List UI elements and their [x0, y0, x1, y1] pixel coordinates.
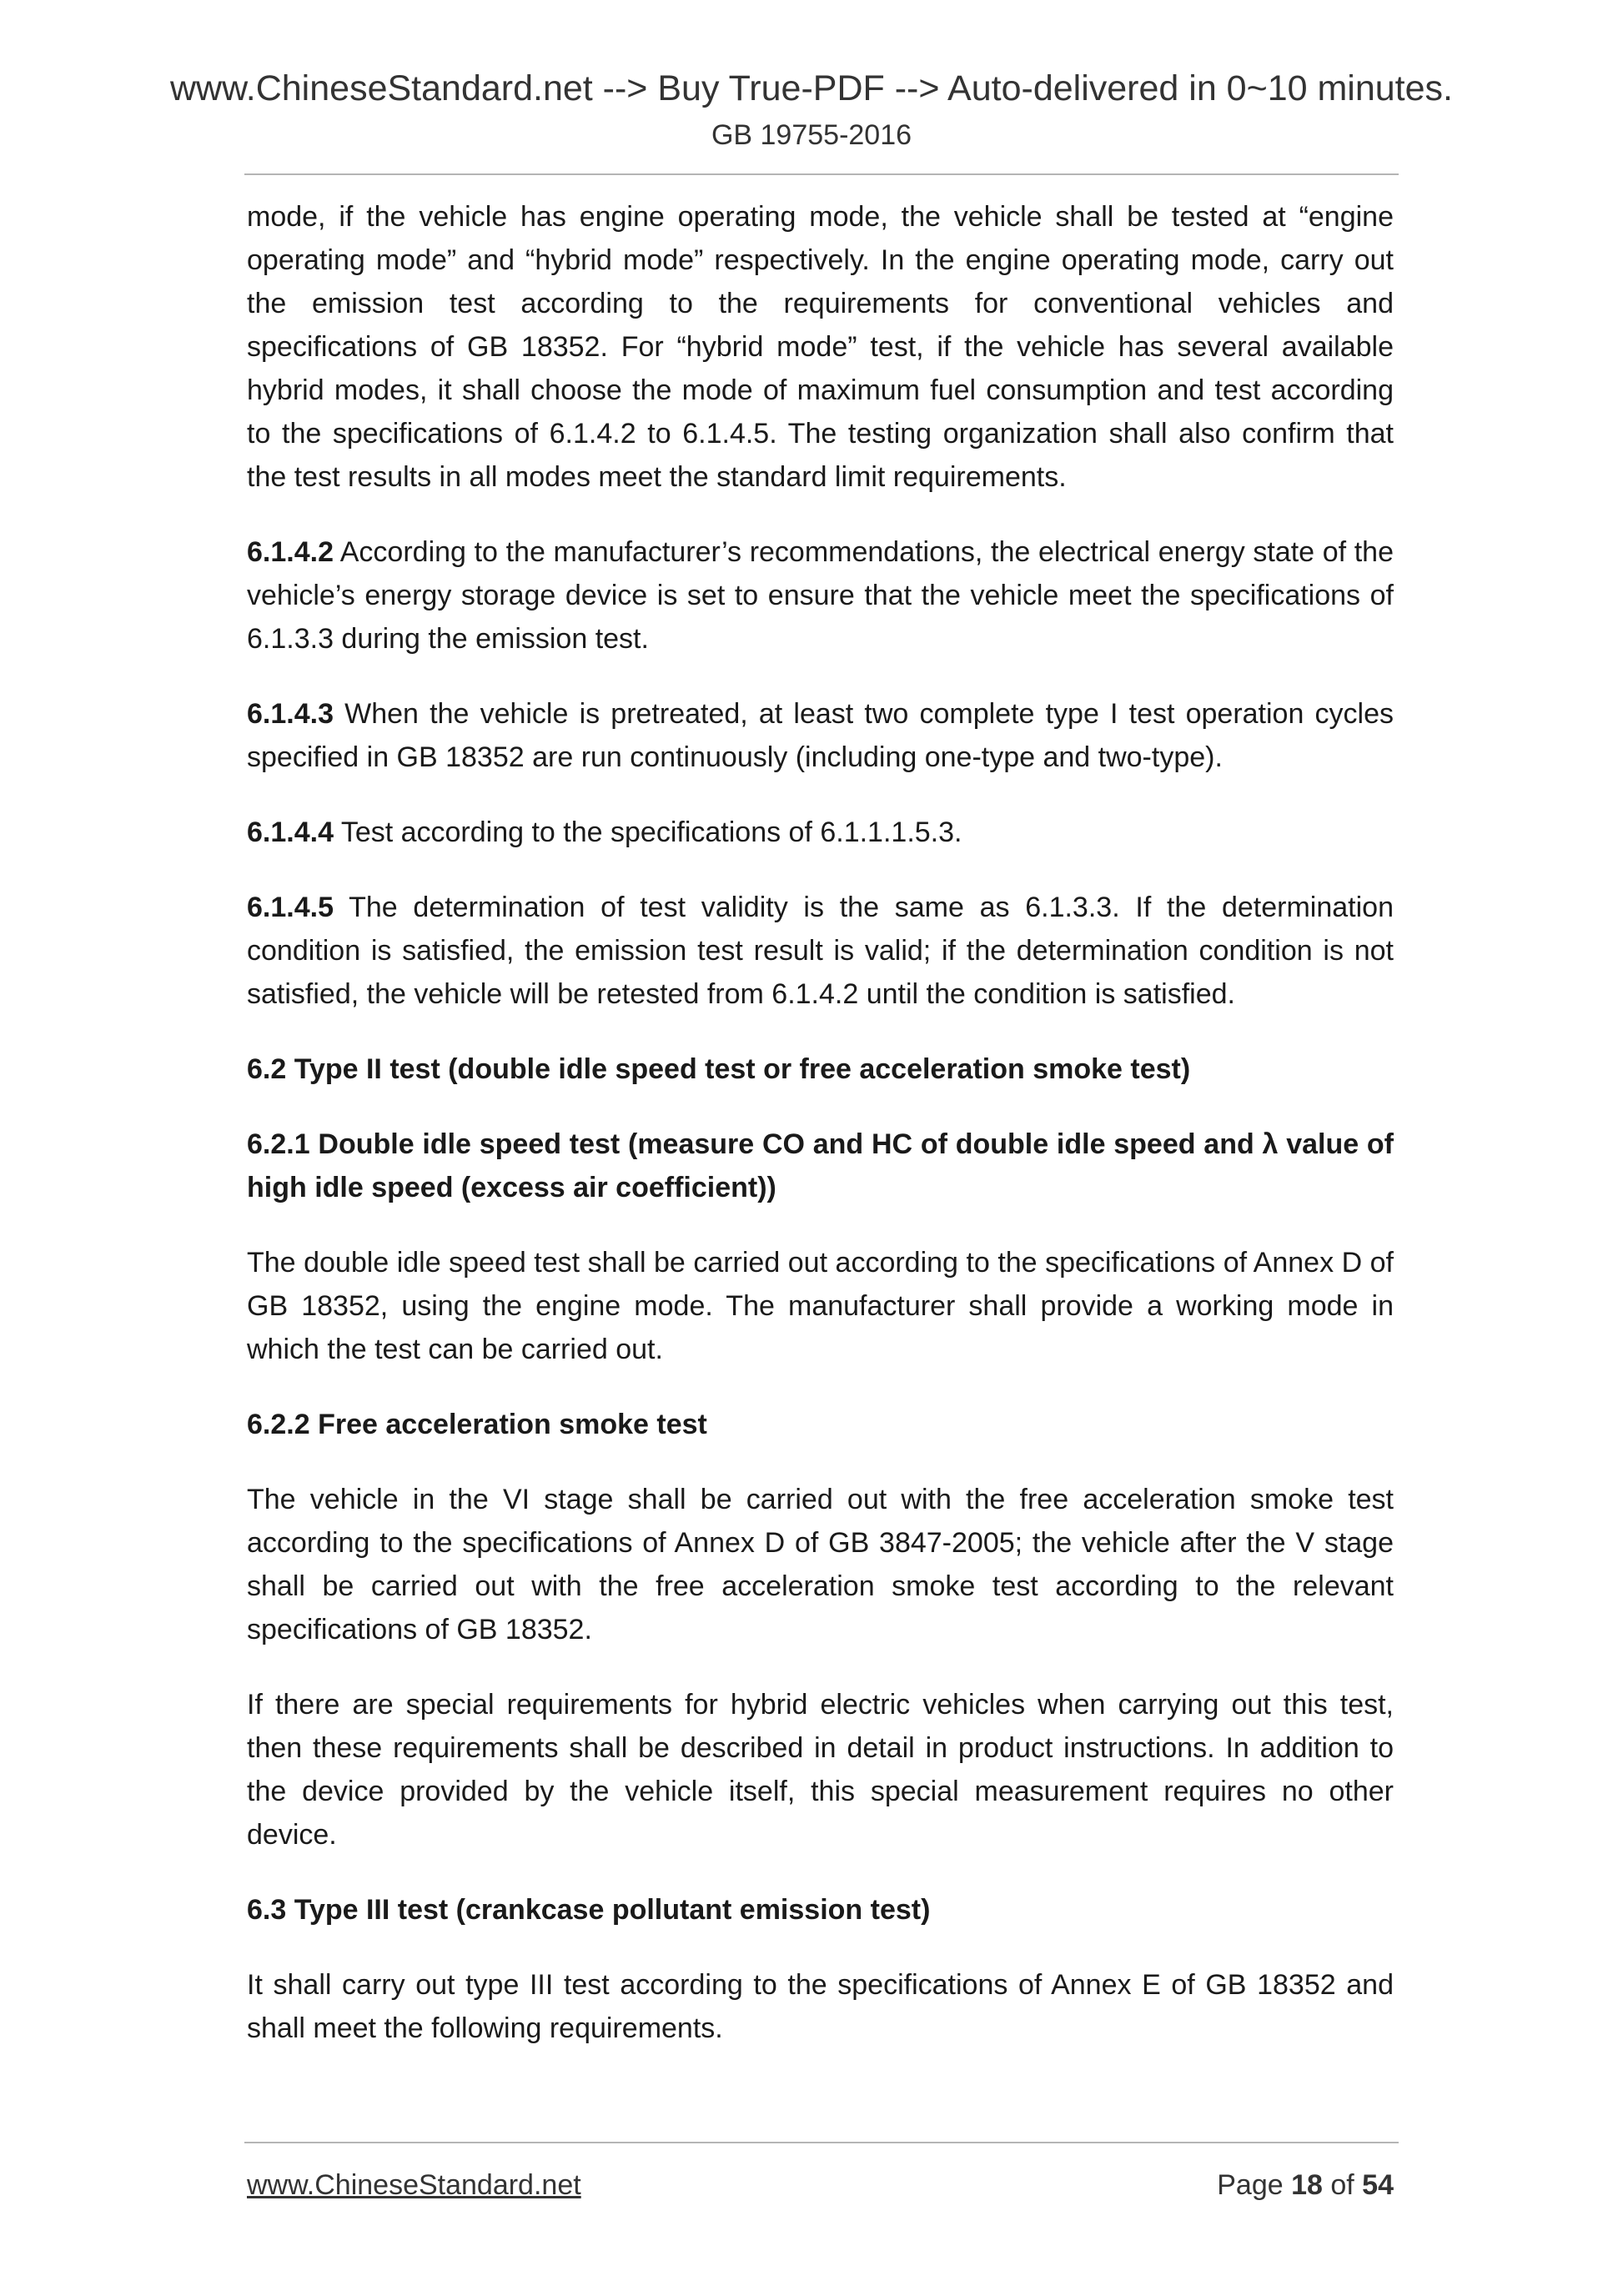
page-current: 18 — [1291, 2169, 1323, 2201]
document-body — [247, 195, 1394, 2050]
clause-number: 6.1.4.2 — [247, 536, 334, 568]
page-footer — [247, 2164, 1394, 2206]
page-total: 54 — [1362, 2169, 1394, 2201]
footer-site-link[interactable]: www.ChineseStandard.net — [247, 2169, 581, 2201]
section-heading-6-2-1: 6.2.1 Double idle speed test (measure CO and HC of double idle speed and λ value of high idle speed (excess air coefficient)) — [247, 1128, 1394, 1203]
header-divider — [244, 173, 1399, 175]
clause-text: Test according to the specifications of 6.1.1.1.5.3. — [333, 816, 962, 848]
clause-number: 6.1.4.5 — [247, 892, 334, 923]
clause-6-1-4-2 — [247, 530, 1394, 661]
paragraph-6-2-2-vi-stage: The vehicle in the VI stage shall be carried out with the free acceleration smoke test according to the specifications of Annex D of GB 3847-2005; the vehicle after the V stage shall be carried out with the free acceleration smoke test according to the relevant specifications of GB 18352. — [247, 1484, 1394, 1645]
paragraph-6-2-1: The double idle speed test shall be carried out according to the specifications of Annex D of GB 18352, using the engine mode. The manufacturer shall provide a working mode in which the test can be carried out. — [247, 1247, 1394, 1365]
clause-text: The determination of test validity is the same as 6.1.3.3. If the determination condition is satisfied, the emission test result is valid; if the determination condition is not satisfied, the vehicle will be retested from 6.1.4.2 until the condition is satisfied. — [247, 892, 1394, 1010]
paragraph-intro: mode, if the vehicle has engine operating mode, the vehicle shall be tested at “engine operating mode” and “hybrid mode” respectively. In the engine operating mode, carry out the emission test according to the requirements for conventional vehicles and specifications of GB 18352. For “hybrid mode” test, if the vehicle has several available hybrid modes, it shall choose the mode of maximum fuel consumption and test according to the specifications of 6.1.4.2 to 6.1.4.5. The testing organization shall also confirm that the test results in all modes meet the standard limit requirements. — [247, 201, 1394, 493]
page-of: of — [1322, 2169, 1363, 2201]
section-heading-6-2-2: 6.2.2 Free acceleration smoke test — [247, 1409, 707, 1440]
page-number — [1217, 2164, 1394, 2206]
section-heading-6-2: 6.2 Type II test (double idle speed test or free acceleration smoke test) — [247, 1053, 1191, 1085]
clause-text: According to the manufacturer’s recommendations, the electrical energy state of the vehicle’s energy storage device is set to ensure that the vehicle meet the specifications of 6.1.3.3 during the emission test. — [247, 536, 1394, 655]
paragraph-6-3: It shall carry out type III test according to the specifications of Annex E of GB 18352 and shall meet the following requirements. — [247, 1969, 1394, 2044]
page-prefix: Page — [1217, 2169, 1292, 2201]
clause-number: 6.1.4.3 — [247, 698, 334, 730]
header-banner: www.ChineseStandard.net --> Buy True-PDF --> Auto-delivered in 0~10 minutes. — [169, 68, 1453, 108]
clause-6-1-4-4 — [247, 811, 1394, 854]
section-heading-6-3: 6.3 Type III test (crankcase pollutant emission test) — [247, 1894, 931, 1926]
clause-6-1-4-3 — [247, 692, 1394, 779]
clause-text: When the vehicle is pretreated, at least two complete type I test operation cycles specified in GB 18352 are run continuously (including one-type and two-type). — [247, 698, 1394, 773]
standard-number: GB 19755-2016 — [711, 119, 912, 151]
clause-number: 6.1.4.4 — [247, 816, 334, 848]
footer-divider — [244, 2142, 1399, 2143]
clause-6-1-4-5 — [247, 886, 1394, 1016]
paragraph-6-2-2-hybrid: If there are special requirements for hybrid electric vehicles when carrying out this test, then these requirements shall be described in detail in product instructions. In addition to the device provided by the vehicle itself, this special measurement requires no other device. — [247, 1689, 1394, 1851]
